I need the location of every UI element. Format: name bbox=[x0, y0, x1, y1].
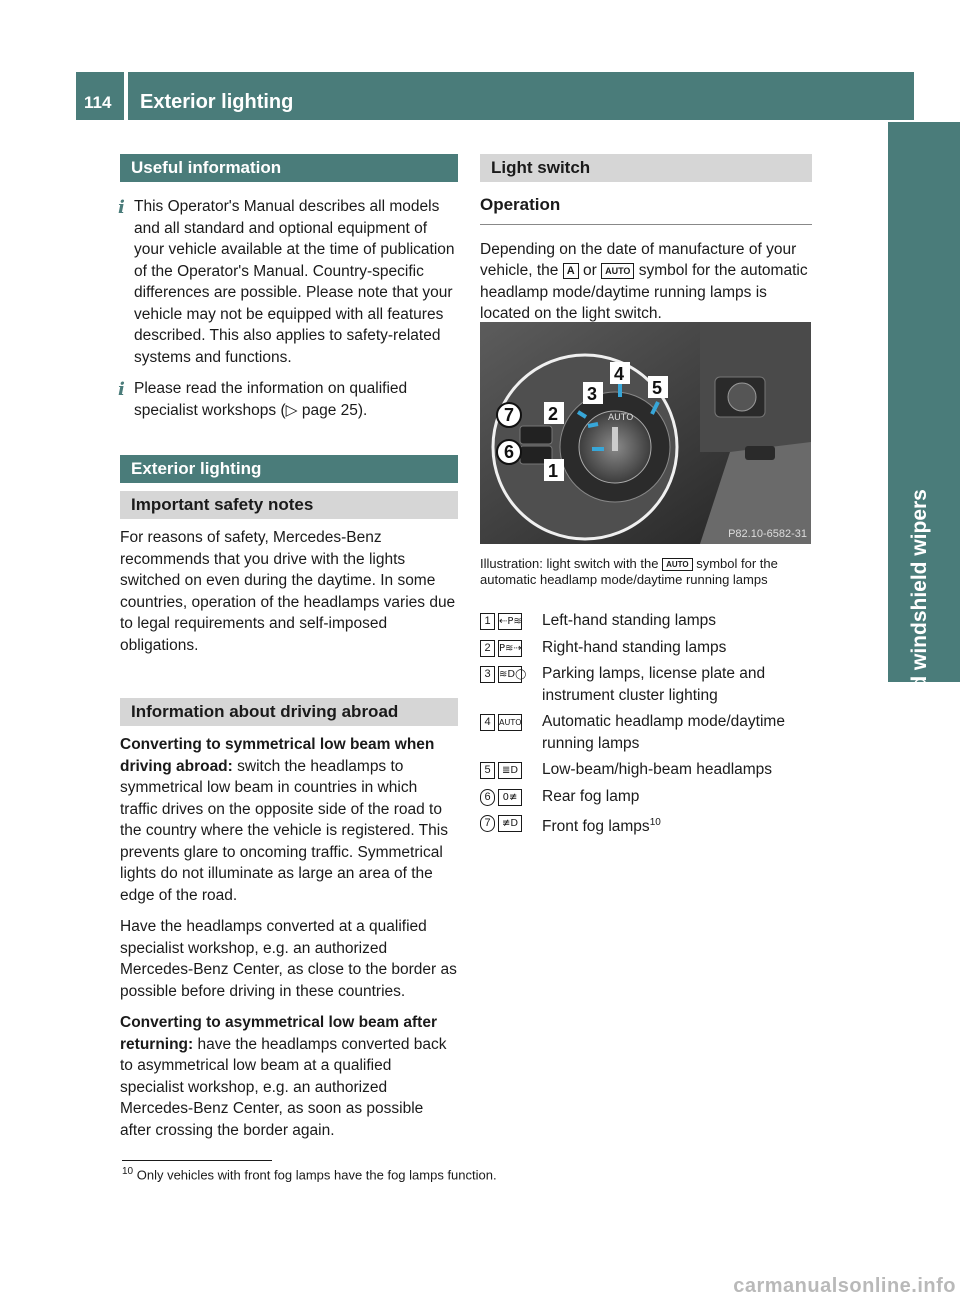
legend-text: Front fog lamps bbox=[542, 818, 650, 836]
exterior-lighting-heading: Exterior lighting bbox=[120, 455, 458, 483]
caption-text-a: Illustration: light switch with the bbox=[480, 556, 663, 571]
callout-2: 2 bbox=[548, 404, 559, 424]
legend-item bbox=[480, 759, 812, 781]
page-number-box bbox=[76, 72, 124, 120]
caption-auto-icon: AUTO bbox=[662, 558, 693, 571]
svg-text:AUTO: AUTO bbox=[608, 413, 634, 423]
info-note-1 bbox=[120, 196, 458, 368]
legend-number: 4 bbox=[480, 714, 495, 731]
info-icon: i bbox=[118, 379, 125, 400]
legend-item bbox=[480, 786, 812, 808]
asymmetrical-text: have the headlamps converted back to asymmetrical low beam at a qualified specialist workshop, e.g. an authorized Mercedes-Benz Center, as soon as possible after crossing the border again. bbox=[120, 1035, 447, 1139]
page-title: Exterior lighting bbox=[140, 91, 294, 113]
info-note-2 bbox=[120, 378, 458, 421]
side-tab bbox=[888, 122, 960, 782]
page-number: 114 bbox=[84, 93, 112, 112]
symbol-a-icon: A bbox=[563, 263, 579, 279]
callout-1: 1 bbox=[548, 461, 559, 481]
intro-text-a: Depending on the date of manufacture of your vehicle, the bbox=[480, 240, 797, 279]
auto-headlamp-icon: AUTO bbox=[498, 714, 522, 731]
callout-7: 7 bbox=[504, 405, 515, 425]
intro-text-or: or bbox=[578, 262, 602, 279]
watermark: carmanualsonline.info bbox=[733, 1275, 956, 1297]
safety-text: For reasons of safety, Mercedes-Benz recommends that you drive with the lights switched on even during the daytime. In some countries, operation of the headlamps varies due to legal requirements and self-imposed obligations. bbox=[120, 529, 456, 654]
info-note-2-text: Please read the information on qualified specialist workshops (▷ page 25). bbox=[134, 380, 408, 419]
footnote bbox=[122, 1166, 497, 1182]
photo-caption bbox=[480, 556, 810, 588]
section-rule bbox=[480, 224, 812, 225]
low-beam-icon: ≣D bbox=[498, 762, 522, 779]
legend-item bbox=[480, 610, 812, 632]
parking-lamps-icon: ≋D◯ bbox=[498, 666, 522, 683]
legend-item bbox=[480, 637, 812, 659]
callout-4: 4 bbox=[614, 364, 625, 384]
legend-number: 1 bbox=[480, 613, 495, 630]
left-standing-lamps-icon: ⇠P≋ bbox=[498, 613, 522, 630]
footnote-rule bbox=[122, 1160, 272, 1161]
legend-text: Low-beam/high-beam headlamps bbox=[542, 761, 773, 778]
callout-3: 3 bbox=[587, 384, 598, 404]
footnote-text: Only vehicles with front fog lamps have the fog lamps function. bbox=[133, 1167, 497, 1183]
operation-intro bbox=[480, 239, 812, 325]
info-note-1-text: This Operator's Manual describes all models and all standard and optional equipment of your vehicle available at the time of publication of the Operator's Manual. Country-specific differences are possible. Please note that your vehicle may not be equipped with all features described. This also applies to safety-related systems and functions. bbox=[134, 198, 455, 366]
legend-list bbox=[480, 610, 812, 843]
left-column bbox=[120, 154, 458, 1151]
light-switch-heading: Light switch bbox=[480, 154, 812, 182]
info-icon: i bbox=[118, 197, 125, 218]
callout-6: 6 bbox=[504, 442, 515, 462]
legend-text: Rear fog lamp bbox=[542, 787, 640, 805]
convert-paragraph: Have the headlamps converted at a qualified specialist workshop, e.g. an authorized Mercedes-Benz Center, as close to the border as possible before driving in these countries. bbox=[120, 918, 457, 1000]
legend-number: 3 bbox=[480, 666, 495, 683]
intro-text-b: symbol for the automatic headlamp mode/daytime running lamps is located on the light switch. bbox=[480, 262, 808, 322]
symmetrical-bold: Converting to symmetrical low beam when driving abroad: bbox=[120, 736, 435, 775]
symmetrical-paragraph bbox=[120, 734, 458, 906]
callout-5: 5 bbox=[652, 378, 663, 398]
legend-item bbox=[480, 711, 812, 754]
legend-text: Parking lamps, license plate and instrument cluster lighting bbox=[542, 665, 766, 704]
rear-fog-lamp-icon: 0≢ bbox=[498, 789, 522, 806]
useful-info-heading: Useful information bbox=[120, 154, 458, 182]
legend-item bbox=[480, 663, 812, 706]
front-fog-lamp-icon: ≢D bbox=[498, 815, 522, 832]
side-tab-label: Lights and windshield wipers bbox=[908, 489, 931, 782]
legend-text: Right-hand standing lamps bbox=[542, 638, 727, 656]
legend-text: Left-hand standing lamps bbox=[542, 612, 717, 629]
header-bar bbox=[128, 72, 888, 120]
legend-item bbox=[480, 812, 812, 838]
light-switch-photo bbox=[480, 322, 811, 544]
safety-notes-heading: Important safety notes bbox=[120, 491, 458, 519]
footnote-mark: 10 bbox=[122, 1166, 134, 1177]
asymmetrical-bold: Converting to asymmetrical low beam after returning: bbox=[120, 1014, 437, 1053]
caption-text-b: symbol for the automatic headlamp mode/daytime running lamps bbox=[480, 556, 778, 587]
driving-abroad-heading: Information about driving abroad bbox=[120, 698, 458, 726]
legend-number: 5 bbox=[480, 762, 495, 779]
legend-number: 7 bbox=[480, 815, 495, 832]
photo-code: P82.10-6582-31 bbox=[728, 528, 807, 540]
legend-number: 2 bbox=[480, 640, 495, 657]
symbol-auto-icon: AUTO bbox=[601, 263, 634, 279]
symmetrical-text: switch the headlamps to symmetrical low beam in countries in which traffic drives on the opposite side of the road to the country where the vehicle is registered. This prevents glare to oncoming traffic. Symmetrical lights do not illuminate as large an area of the edge of the road. bbox=[120, 757, 448, 904]
legend-text: Automatic headlamp mode/daytime running lamps bbox=[542, 713, 785, 752]
asymmetrical-paragraph bbox=[120, 1012, 458, 1141]
footnote-ref: 10 bbox=[649, 817, 661, 828]
legend-number: 6 bbox=[480, 789, 495, 806]
light-switch-illustration bbox=[480, 322, 811, 544]
right-column bbox=[480, 154, 812, 335]
operation-heading: Operation bbox=[480, 195, 561, 214]
side-tab-top bbox=[888, 72, 914, 120]
right-standing-lamps-icon: P≋⇢ bbox=[498, 640, 522, 657]
